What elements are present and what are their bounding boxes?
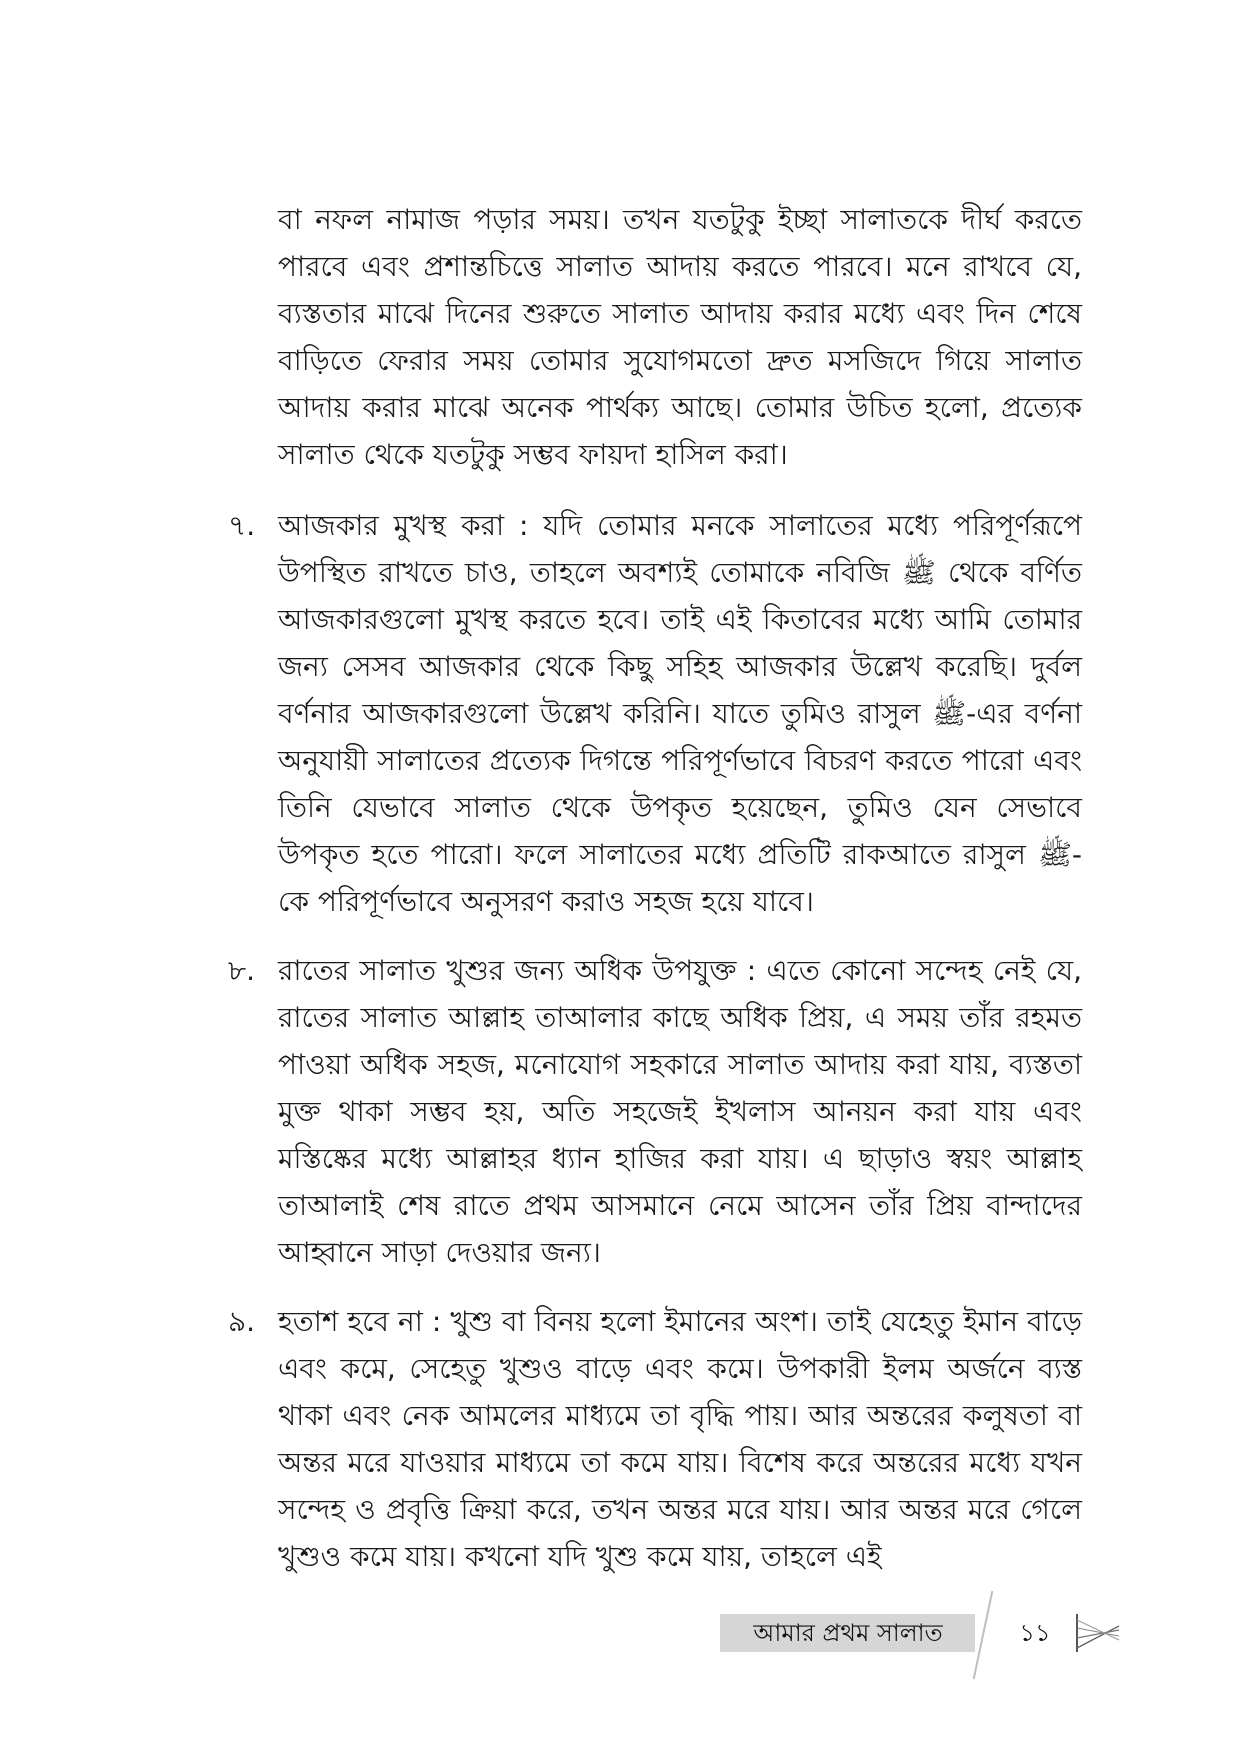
item-text: আজকার মুখস্থ করা : যদি তোমার মনকে সালাতের মধ্যে পরিপূর্ণরূপে উপস্থিত রাখতে চাও, তাহলে অবশ্যই তোমাকে নবিজি ﷺ থেকে বর্ণিত আজকারগুলো মুখস্থ করতে হবে। তাই এই কিতাবের মধ্যে আমি তোমার জন্য সেসব আজকার থেকে কিছু সহিহ আজকার উল্লেখ করেছি। দুর্বল বর্ণনার আজকারগুলো উল্লেখ করিনি। যাতে তুমিও রাসুল ﷺ-এর বর্ণনা অনুযায়ী সালাতের প্রত্যেক দিগন্তে পরিপূর্ণভাবে বিচরণ করতে পারো এবং তিনি যেভাবে সালাত থেকে উপকৃত হয়েছেন, তুমিও যেন সেভাবে উপকৃত হতে পারো। ফলে সালাতের মধ্যে প্রতিটি রাকআতে রাসুল ﷺ-কে পরিপূর্ণভাবে অনুসরণ করাও সহজ হয়ে যাবে। — [278, 509, 1082, 918]
footer-divider — [973, 1591, 994, 1679]
page-number: ১১ — [1019, 1619, 1051, 1647]
item-number: ৭. — [228, 509, 256, 542]
list-item — [228, 502, 1082, 925]
list-item — [228, 947, 1082, 1276]
footer-book-title: আমার প্রথম সালাত — [753, 1619, 943, 1647]
page-content — [228, 196, 1082, 1602]
intro-paragraph: বা নফল নামাজ পড়ার সময়। তখন যতটুকু ইচ্ছা সালাতকে দীর্ঘ করতে পারবে এবং প্রশান্তচিত্তে সালাত আদায় করতে পারবে। মনে রাখবে যে, ব্যস্ততার মাঝে দিনের শুরুতে সালাত আদায় করার মধ্যে এবং দিন শেষে বাড়িতে ফেরার সময় তোমার সুযোগমতো দ্রুত মসজিদে গিয়ে সালাত আদায় করার মাঝে অনেক পার্থক্য আছে। তোমার উচিত হলো, প্রত্যেক সালাত থেকে যতটুকু সম্ভব ফায়দা হাসিল করা। — [278, 203, 1082, 471]
item-text: রাতের সালাত খুশুর জন্য অধিক উপযুক্ত : এতে কোনো সন্দেহ নেই যে, রাতের সালাত আল্লাহ তাআলার কাছে অধিক প্রিয়, এ সময় তাঁর রহমত পাওয়া অধিক সহজ, মনোযোগ সহকারে সালাত আদায় করা যায়, ব্যস্ততা মুক্ত থাকা সম্ভব হয়, অতি সহজেই ইখলাস আনয়ন করা যায় এবং মস্তিষ্কের মধ্যে আল্লাহর ধ্যান হাজির করা যায়। এ ছাড়াও স্বয়ং আল্লাহ তাআলাই শেষ রাতে প্রথম আসমানে নেমে আসেন তাঁর প্রিয় বান্দাদের আহ্বানে সাড়া দেওয়ার জন্য। — [278, 954, 1082, 1269]
page-corner-ornament-icon — [1073, 1608, 1123, 1658]
list-item — [228, 1298, 1082, 1580]
item-number: ৯. — [228, 1305, 256, 1338]
item-text: হতাশ হবে না : খুশু বা বিনয় হলো ইমানের অংশ। তাই যেহেতু ইমান বাড়ে এবং কমে, সেহেতু খুশুও বাড়ে এবং কমে। উপকারী ইলম অর্জনে ব্যস্ত থাকা এবং নেক আমলের মাধ্যমে তা বৃদ্ধি পায়। আর অন্তরের কলুষতা বা অন্তর মরে যাওয়ার মাধ্যমে তা কমে যায়। বিশেষ করে অন্তরের মধ্যে যখন সন্দেহ ও প্রবৃত্তি ক্রিয়া করে, তখন অন্তর মরে যায়। আর অন্তর মরে গেলে খুশুও কমে যায়। কখনো যদি খুশু কমে যায়, তাহলে এই — [278, 1305, 1082, 1573]
item-number: ৮. — [228, 954, 256, 987]
